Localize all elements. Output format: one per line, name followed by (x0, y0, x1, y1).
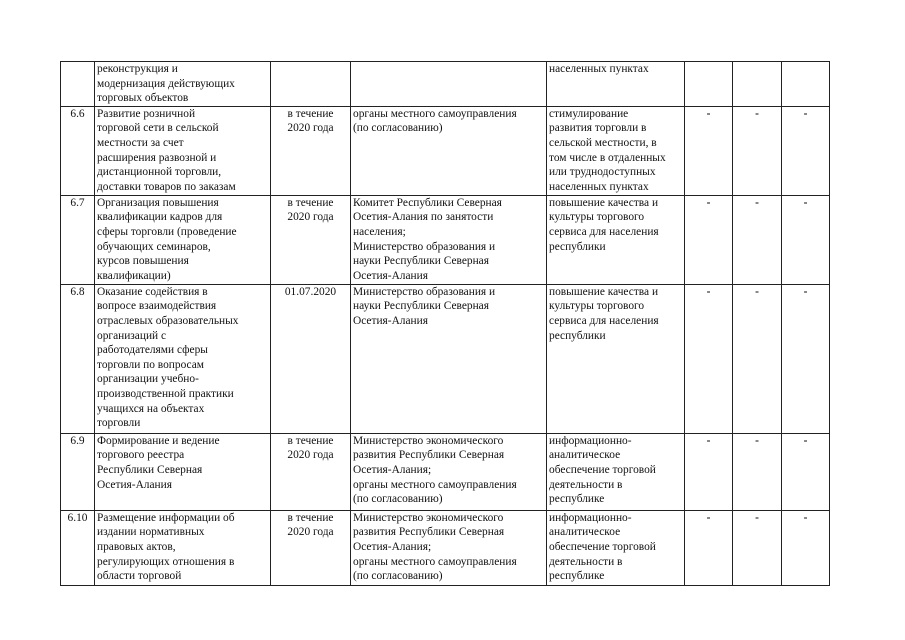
cell-mark: - (685, 510, 733, 585)
cell-executor: Министерство экономического развития Республики Северная Осетия-Алания; органы местного самоуправления (по согласованию) (351, 510, 547, 585)
cell-executor (351, 62, 547, 107)
cell-num: 6.7 (61, 195, 95, 284)
cell-mark: - (782, 195, 830, 284)
cell-executor: Комитет Республики Северная Осетия-Алания по занятости населения; Министерство образования и науки Республики Северная Осетия-Алания (351, 195, 547, 284)
cell-mark: - (685, 284, 733, 433)
cell-num (61, 62, 95, 107)
cell-measure: Размещение информации об издании нормативных правовых актов, регулирующих отношения в области торговой (95, 510, 271, 585)
cell-result: населенных пунктах (547, 62, 685, 107)
cell-measure: Развитие розничной торговой сети в сельской местности за счет расширения развозной и дистанционной торговли, доставки товаров по заказам (95, 106, 271, 195)
cell-executor: Министерство экономического развития Республики Северная Осетия-Алания; органы местного самоуправления (по согласованию) (351, 433, 547, 510)
cell-num: 6.6 (61, 106, 95, 195)
cell-mark: - (782, 433, 830, 510)
cell-mark: - (733, 433, 782, 510)
cell-mark: - (782, 106, 830, 195)
cell-num: 6.10 (61, 510, 95, 585)
cell-mark (733, 62, 782, 107)
cell-mark: - (733, 284, 782, 433)
cell-result: повышение качества и культуры торгового сервиса для населения республики (547, 284, 685, 433)
cell-measure: Организация повышения квалификации кадров для сферы торговли (проведение обучающих семинаров, курсов повышения квалификации) (95, 195, 271, 284)
cell-mark (685, 62, 733, 107)
cell-term: в течение 2020 года (271, 510, 351, 585)
table-row (61, 106, 830, 195)
cell-mark: - (733, 510, 782, 585)
cell-term: 01.07.2020 (271, 284, 351, 433)
cell-mark: - (733, 106, 782, 195)
cell-mark: - (733, 195, 782, 284)
cell-num: 6.8 (61, 284, 95, 433)
table-row-continuation (61, 62, 830, 107)
cell-executor: органы местного самоуправления (по согласованию) (351, 106, 547, 195)
cell-mark: - (782, 510, 830, 585)
action-plan-table (60, 61, 830, 586)
cell-mark: - (782, 284, 830, 433)
cell-result: повышение качества и культуры торгового сервиса для населения республики (547, 195, 685, 284)
table-row (61, 284, 830, 433)
cell-term (271, 62, 351, 107)
cell-mark: - (685, 106, 733, 195)
cell-executor: Министерство образования и науки Республики Северная Осетия-Алания (351, 284, 547, 433)
cell-result: стимулирование развития торговли в сельской местности, в том числе в отдаленных или труднодоступных населенных пунктах (547, 106, 685, 195)
cell-term: в течение 2020 года (271, 195, 351, 284)
cell-term: в течение 2020 года (271, 433, 351, 510)
cell-mark: - (685, 195, 733, 284)
cell-num: 6.9 (61, 433, 95, 510)
table-row (61, 433, 830, 510)
table-row (61, 195, 830, 284)
cell-measure: реконструкция и модернизация действующих торговых объектов (95, 62, 271, 107)
cell-mark: - (685, 433, 733, 510)
cell-mark (782, 62, 830, 107)
table-row (61, 510, 830, 585)
cell-result: информационно- аналитическое обеспечение торговой деятельности в республике (547, 510, 685, 585)
cell-term: в течение 2020 года (271, 106, 351, 195)
cell-result: информационно- аналитическое обеспечение торговой деятельности в республике (547, 433, 685, 510)
cell-measure: Формирование и ведение торгового реестра Республики Северная Осетия-Алания (95, 433, 271, 510)
cell-measure: Оказание содействия в вопросе взаимодействия отраслевых образовательных организаций с работодателями сферы торговли по вопросам организации учебно- производственной практики учащихся на объектах торговли (95, 284, 271, 433)
